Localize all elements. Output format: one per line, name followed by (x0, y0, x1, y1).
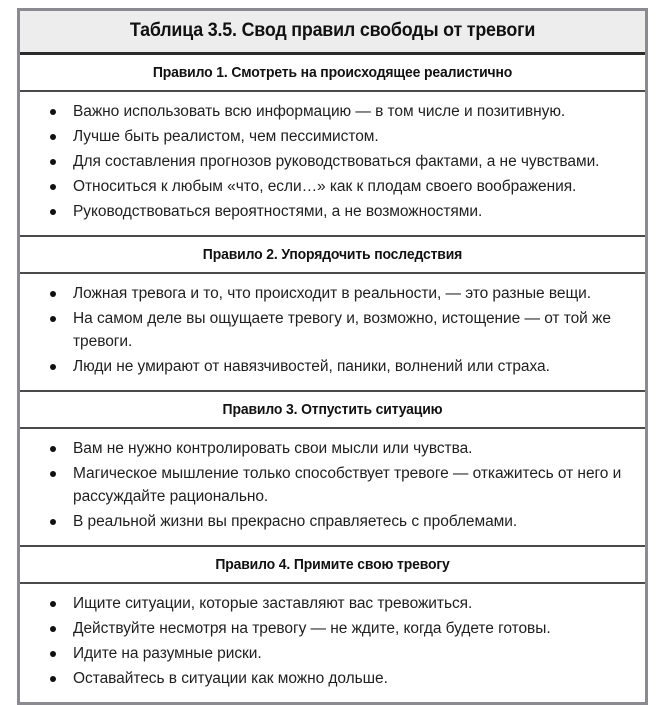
list-item (40, 463, 631, 509)
page-title: Таблица 3.5. Свод правил свободы от тревоги (129, 20, 536, 41)
list-item-label: Относиться к любым «что, если…» как к плодам своего воображения. (73, 177, 577, 195)
list-item-label: Важно использовать всю информацию — в том числе и позитивную. (73, 103, 566, 121)
list-item-label: Оставайтесь в ситуации как можно дольше. (73, 669, 388, 687)
rule-body (20, 584, 645, 702)
list-item (40, 593, 631, 616)
rule-header-label: Правило 3. Отпустить ситуацию (222, 400, 443, 418)
list-item-label: Ищите ситуации, которые заставляют вас тревожиться. (73, 595, 473, 613)
rule-body (20, 274, 645, 392)
list-item (40, 126, 631, 149)
rule-section (20, 237, 645, 392)
list-item-label: Идите на разумные риски. (73, 644, 262, 662)
rule-body (20, 92, 645, 237)
list-item (40, 356, 631, 379)
bullet-dot-icon (50, 651, 56, 657)
bullet-dot-icon (50, 316, 56, 322)
bullet-dot-icon (50, 471, 56, 477)
rule-header-label: Правило 4. Примите свою тревогу (215, 555, 450, 573)
rule-body (20, 429, 645, 547)
list-item-label: Действуйте несмотря на тревогу — не ждите, когда будете готовы. (73, 619, 551, 637)
list-item-label: Для составления прогнозов руководствоваться фактами, а не чувствами. (73, 152, 600, 170)
list-item-label: Руководствоваться вероятностями, а не возможностями. (73, 202, 483, 220)
bullet-dot-icon (50, 109, 56, 115)
list-item-label: Вам не нужно контролировать свои мысли или чувства. (73, 440, 473, 458)
list-item-label: Лучше быть реалистом, чем пессимистом. (73, 128, 379, 146)
list-item-label: На самом деле вы ощущаете тревогу и, возможно, истощение — от той же тревоги. (73, 309, 611, 350)
list-item-label: Магическое мышление только способствует тревоге — откажитесь от него и рассуждайте рационально. (73, 464, 622, 505)
list-item (40, 201, 631, 224)
list-item (40, 151, 631, 174)
rule-bullet-list (40, 283, 631, 379)
rule-section (20, 392, 645, 547)
bullet-dot-icon (50, 676, 56, 682)
list-item-label: Люди не умирают от навязчивостей, паники, волнений или страха. (73, 357, 550, 375)
rule-section (20, 547, 645, 702)
list-item (40, 101, 631, 124)
bullet-dot-icon (50, 184, 56, 190)
bullet-dot-icon (50, 209, 56, 215)
list-item (40, 618, 631, 641)
bullet-dot-icon (50, 626, 56, 632)
bullet-dot-icon (50, 601, 56, 607)
bullet-dot-icon (50, 159, 56, 165)
list-item-label: Ложная тревога и то, что происходит в реальности, — это разные вещи. (73, 285, 592, 303)
bullet-dot-icon (50, 519, 56, 525)
list-item (40, 643, 631, 666)
rule-header (20, 392, 645, 429)
bullet-dot-icon (50, 364, 56, 370)
rule-section (20, 55, 645, 237)
bullet-dot-icon (50, 446, 56, 452)
rule-header-label: Правило 1. Смотреть на происходящее реалистично (152, 63, 513, 81)
rule-header (20, 237, 645, 274)
list-item-label: В реальной жизни вы прекрасно справляетесь с проблемами. (73, 512, 518, 530)
list-item (40, 176, 631, 199)
rule-header-label: Правило 2. Упорядочить последствия (202, 245, 463, 263)
table-title-row (20, 11, 645, 55)
list-item (40, 511, 631, 534)
rule-header (20, 55, 645, 92)
bullet-dot-icon (50, 134, 56, 140)
list-item (40, 283, 631, 306)
rule-bullet-list (40, 438, 631, 534)
list-item (40, 308, 631, 354)
bullet-dot-icon (50, 291, 56, 297)
rule-bullet-list (40, 593, 631, 691)
rules-table (17, 8, 648, 705)
rule-header (20, 547, 645, 584)
rule-sections-container (20, 55, 645, 702)
list-item (40, 438, 631, 461)
rule-bullet-list (40, 101, 631, 224)
list-item (40, 668, 631, 691)
